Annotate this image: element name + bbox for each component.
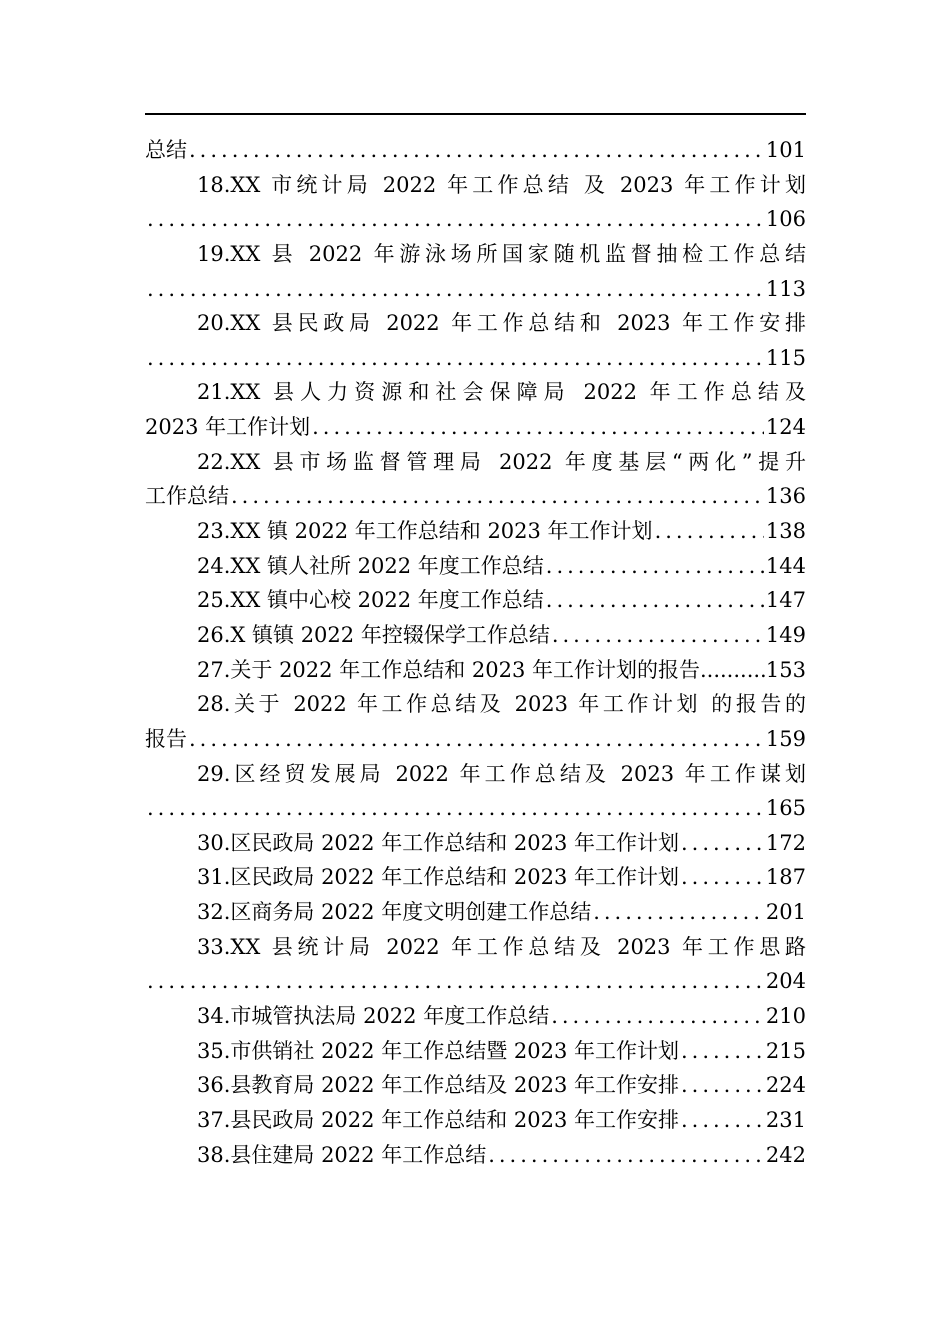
toc-line	[145, 1068, 806, 1103]
toc-page-number: 106	[765, 207, 806, 232]
leader-dots	[681, 1034, 764, 1069]
table-of-contents	[145, 133, 806, 1172]
toc-entry-title: 36.县教育局 2022 年工作总结及 2023 年工作安排	[197, 1073, 679, 1098]
toc-line	[145, 445, 806, 480]
toc-line	[145, 202, 806, 237]
toc-line	[145, 1034, 806, 1069]
toc-page-number: 144	[765, 553, 806, 578]
header-rule	[145, 113, 806, 115]
toc-page-number: 147	[765, 588, 806, 613]
toc-page-number: 201	[765, 900, 806, 925]
toc-page-number: 136	[765, 484, 806, 509]
leader-dots	[189, 722, 764, 757]
toc-page-number: 153	[765, 657, 806, 682]
toc-line	[145, 687, 806, 722]
toc-entry-title: 18.XX 市统计局 2022 年工作总结 及 2023 年工作计划	[197, 172, 806, 197]
toc-line	[145, 999, 806, 1034]
toc-entry-title: 37.县民政局 2022 年工作总结和 2023 年工作安排	[197, 1107, 679, 1132]
toc-line	[145, 1138, 806, 1173]
toc-page-number: 124	[765, 415, 806, 440]
toc-line	[145, 375, 806, 410]
toc-page-number: 204	[765, 969, 806, 994]
toc-line	[145, 757, 806, 792]
toc-line	[145, 514, 806, 549]
toc-page-number: 224	[765, 1073, 806, 1098]
toc-line	[145, 895, 806, 930]
leader-dots	[189, 133, 764, 168]
toc-line	[145, 653, 806, 688]
leader-dots	[488, 1138, 764, 1173]
toc-page-number: 231	[765, 1107, 806, 1132]
toc-entry-title: 28.关于 2022 年工作总结及 2023 年工作计划 的报告的	[197, 692, 806, 717]
toc-entry-title: 24.XX 镇人社所 2022 年度工作总结	[197, 553, 544, 578]
leader-dots	[147, 964, 764, 999]
toc-line	[145, 341, 806, 376]
toc-entry-title: 26.X 镇镇 2022 年控辍保学工作总结	[197, 622, 550, 647]
leader-dots	[231, 479, 764, 514]
toc-page-number: 187	[765, 865, 806, 890]
toc-line	[145, 583, 806, 618]
leader-dots	[655, 514, 764, 549]
toc-entry-title: 22.XX 县市场监督管理局 2022 年度基层“两化”提升	[197, 449, 806, 474]
toc-page-number: 242	[765, 1142, 806, 1167]
toc-page-number: 210	[765, 1004, 806, 1029]
toc-line	[145, 618, 806, 653]
toc-line	[145, 168, 806, 203]
toc-entry-title: 21.XX 县人力资源和社会保障局 2022 年工作总结及	[197, 380, 806, 405]
leader-dots	[681, 1068, 764, 1103]
leader-dots	[681, 826, 764, 861]
toc-page-number: 113	[765, 276, 806, 301]
toc-entry-text: 2023 年工作计划	[145, 415, 311, 440]
toc-line	[145, 410, 806, 445]
toc-page-number: 101	[765, 138, 806, 162]
leader-dots	[147, 272, 764, 307]
leader-dots	[147, 202, 764, 237]
toc-entry-title: 23.XX 镇 2022 年工作总结和 2023 年工作计划	[197, 519, 653, 544]
toc-entry-title: 20.XX 县民政局 2022 年工作总结和 2023 年工作安排	[197, 311, 806, 336]
toc-line	[145, 306, 806, 341]
toc-line	[145, 479, 806, 514]
toc-page-number: 115	[765, 345, 806, 370]
toc-entry-title: 38.县住建局 2022 年工作总结	[197, 1142, 487, 1167]
toc-entry-title: 29.区经贸发展局 2022 年工作总结及 2023 年工作谋划	[197, 761, 806, 786]
toc-line	[145, 237, 806, 272]
toc-entry-title: 35.市供销社 2022 年工作总结暨 2023 年工作计划	[197, 1038, 679, 1063]
toc-entry-text: 工作总结	[145, 484, 229, 509]
toc-line	[145, 826, 806, 861]
leader-dots	[593, 895, 764, 930]
toc-line	[145, 722, 806, 757]
leader-dots	[681, 1103, 764, 1138]
toc-line	[145, 860, 806, 895]
toc-line	[145, 791, 806, 826]
toc-entry-text: 总结	[145, 138, 187, 162]
toc-line	[145, 964, 806, 999]
leader-dots	[546, 583, 764, 618]
toc-entry-title: 30.区民政局 2022 年工作总结和 2023 年工作计划	[197, 830, 679, 855]
leader-dots	[551, 999, 764, 1034]
toc-entry-title: 19.XX 县 2022 年游泳场所国家随机监督抽检工作总结	[197, 241, 806, 266]
toc-entry-text: 报告	[145, 726, 187, 751]
leader-dots	[700, 653, 766, 688]
leader-dots	[147, 791, 764, 826]
toc-page-number: 165	[765, 796, 806, 821]
toc-entry-title: 32.区商务局 2022 年度文明创建工作总结	[197, 900, 592, 925]
toc-entry-title: 33.XX 县统计局 2022 年工作总结及 2023 年工作思路	[197, 934, 806, 959]
toc-entry-title: 27.关于 2022 年工作总结和 2023 年工作计划的报告	[197, 657, 700, 682]
toc-line	[145, 930, 806, 965]
toc-page-number: 149	[765, 622, 806, 647]
toc-line	[145, 272, 806, 307]
toc-entry-title: 34.市城管执法局 2022 年度工作总结	[197, 1004, 550, 1029]
leader-dots	[552, 618, 764, 653]
toc-line	[145, 549, 806, 584]
leader-dots	[681, 860, 764, 895]
toc-page-number: 172	[765, 830, 806, 855]
toc-entry-title: 25.XX 镇中心校 2022 年度工作总结	[197, 588, 544, 613]
toc-line	[145, 1103, 806, 1138]
toc-page-number: 138	[765, 519, 806, 544]
toc-line	[145, 133, 806, 168]
leader-dots	[546, 549, 764, 584]
toc-page-number: 159	[765, 726, 806, 751]
toc-entry-title: 31.区民政局 2022 年工作总结和 2023 年工作计划	[197, 865, 679, 890]
leader-dots	[312, 410, 764, 445]
leader-dots	[147, 341, 764, 376]
toc-page-number: 215	[765, 1038, 806, 1063]
